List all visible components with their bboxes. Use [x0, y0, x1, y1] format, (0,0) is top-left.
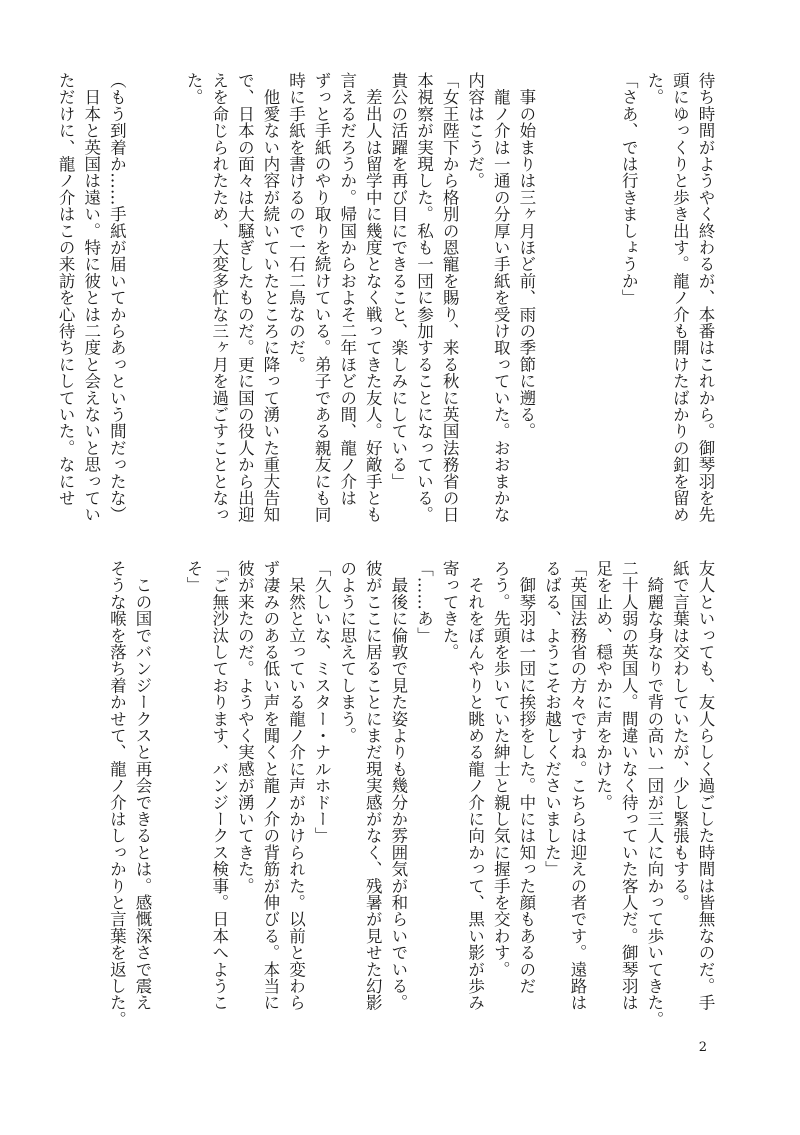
text-column — [155, 72, 181, 542]
text-column: 御琴羽は一団に挨拶をした。中には知った顔もあるのだ — [516, 560, 536, 995]
text-column: 本視察が実現した。私も一団に参加することになっている。 — [414, 72, 434, 523]
text-column: 友人といっても、友人らしく過ごした時間は皆無なのだ。手 — [696, 560, 715, 1011]
text-column: この国でバンジークスと再会できるとは。感慨深さで震え — [132, 560, 152, 1011]
text-column — [129, 72, 155, 542]
text-column: 彼がここに居ることにまだ現実感がなく、残暑が見せた幻影 — [363, 560, 383, 1011]
top-text-block — [56, 72, 718, 542]
text-column: 事の始まりは三ヶ月ほど前、雨の季節に遡る。 — [516, 72, 536, 440]
text-column: 彼が来たのだ。ようやく実感が湧いてきた。 — [235, 560, 255, 894]
text-column: そうな喉を落ち着かせて、龍ノ介はしっかりと言葉を返した。 — [107, 560, 127, 1028]
text-column: のように思えてしまう。 — [337, 560, 357, 744]
text-column — [155, 560, 181, 1030]
text-column — [590, 72, 616, 542]
text-column: 「英国法務省の方々ですね。こちらは迎えの者です。遠路は — [568, 560, 588, 1011]
text-column: で、日本の面々は大騒ぎしたものだ。更に国の役人から出迎 — [235, 72, 255, 523]
text-column: 「……あ」 — [414, 560, 434, 644]
text-column: えを命じられたため、大変多忙な三ヶ月を過ごすこととなっ — [209, 72, 229, 523]
text-column: 龍ノ介は一通の分厚い手紙を受け取っていた。おおまかな — [491, 72, 511, 523]
text-column: 待ち時間がようやく終わるが、本番はこれから。御琴羽を先 — [696, 72, 715, 523]
text-column: ずっと手紙のやり取りを続けている。弟子である親友にも同 — [312, 72, 332, 523]
text-column: （もう到着か……手紙が届いてからあっという間だったな） — [107, 72, 127, 523]
text-column: 呆然と立っている龍ノ介に声がかけられた。以前と変わら — [286, 560, 306, 1011]
text-column: 「久しいな、ミスター・ナルホドー」 — [312, 560, 332, 844]
text-column: 言えるだろうか。帰国からおよそ二年ほどの間、龍ノ介は — [337, 72, 357, 507]
text-column: 綺麗な身なりで背の高い一団が三人に向かって歩いてきた。 — [644, 560, 664, 1028]
text-column: 日本と英国は遠い。特に彼とは二度と会えないと思ってい — [81, 72, 101, 523]
text-column: 二十人弱の英国人。間違いなく待っていた客人だ。御琴羽は — [619, 560, 639, 1011]
text-column — [539, 72, 565, 542]
text-column: それをぼんやりと眺める龍ノ介に向かって、黒い影が歩み — [465, 560, 485, 1011]
text-column — [564, 72, 590, 542]
text-column: 「ご無沙汰しております、バンジークス検事。日本へようこ — [209, 560, 229, 1011]
text-column: ろう。先頭を歩いていた紳士と親し気に握手を交わす。 — [491, 560, 511, 978]
text-column: 紙で言葉は交わしていたが、少し緊張もする。 — [670, 560, 690, 911]
text-column: 内容はこうだ。 — [465, 72, 485, 189]
text-column: 頭にゆっくりと歩き出す。龍ノ介も開けたばかりの釦を留め — [670, 72, 690, 523]
text-column: ただけに、龍ノ介はこの来訪を心待ちにしていた。なにせ — [56, 72, 76, 507]
text-column: 寄ってきた。 — [440, 560, 460, 661]
page-number: 2 — [698, 1040, 707, 1055]
text-column: 「女王陛下から格別の恩寵を賜り、来る秋に英国法務省の日 — [440, 72, 460, 523]
bottom-text-block — [78, 560, 718, 1030]
text-column: ず凄みのある低い声を聞くと龍ノ介の背筋が伸びる。本当に — [260, 560, 280, 1011]
text-column: 「さあ、では行きましょうか」 — [619, 72, 639, 306]
text-column: そ」 — [184, 560, 204, 594]
text-column: 最後に倫敦で見た姿よりも幾分か雰囲気が和らいでいる。 — [388, 560, 408, 1011]
text-column: 時に手紙を書けるので一石二鳥なのだ。 — [286, 72, 306, 373]
text-column: 足を止め、穏やかに声をかけた。 — [593, 560, 613, 811]
text-column: 差出人は留学中に幾度となく戦ってきた友人。好敵手とも — [363, 72, 383, 523]
text-column: た。 — [644, 72, 664, 106]
text-column: 他愛ない内容が続いていたところに降って湧いた重大告知 — [260, 72, 280, 523]
text-column: た。 — [184, 72, 204, 106]
text-column: るばる、ようこそお越しくださいました」 — [542, 560, 562, 878]
text-column: 貴公の活躍を再び目にできること、楽しみにしている」 — [388, 72, 408, 490]
